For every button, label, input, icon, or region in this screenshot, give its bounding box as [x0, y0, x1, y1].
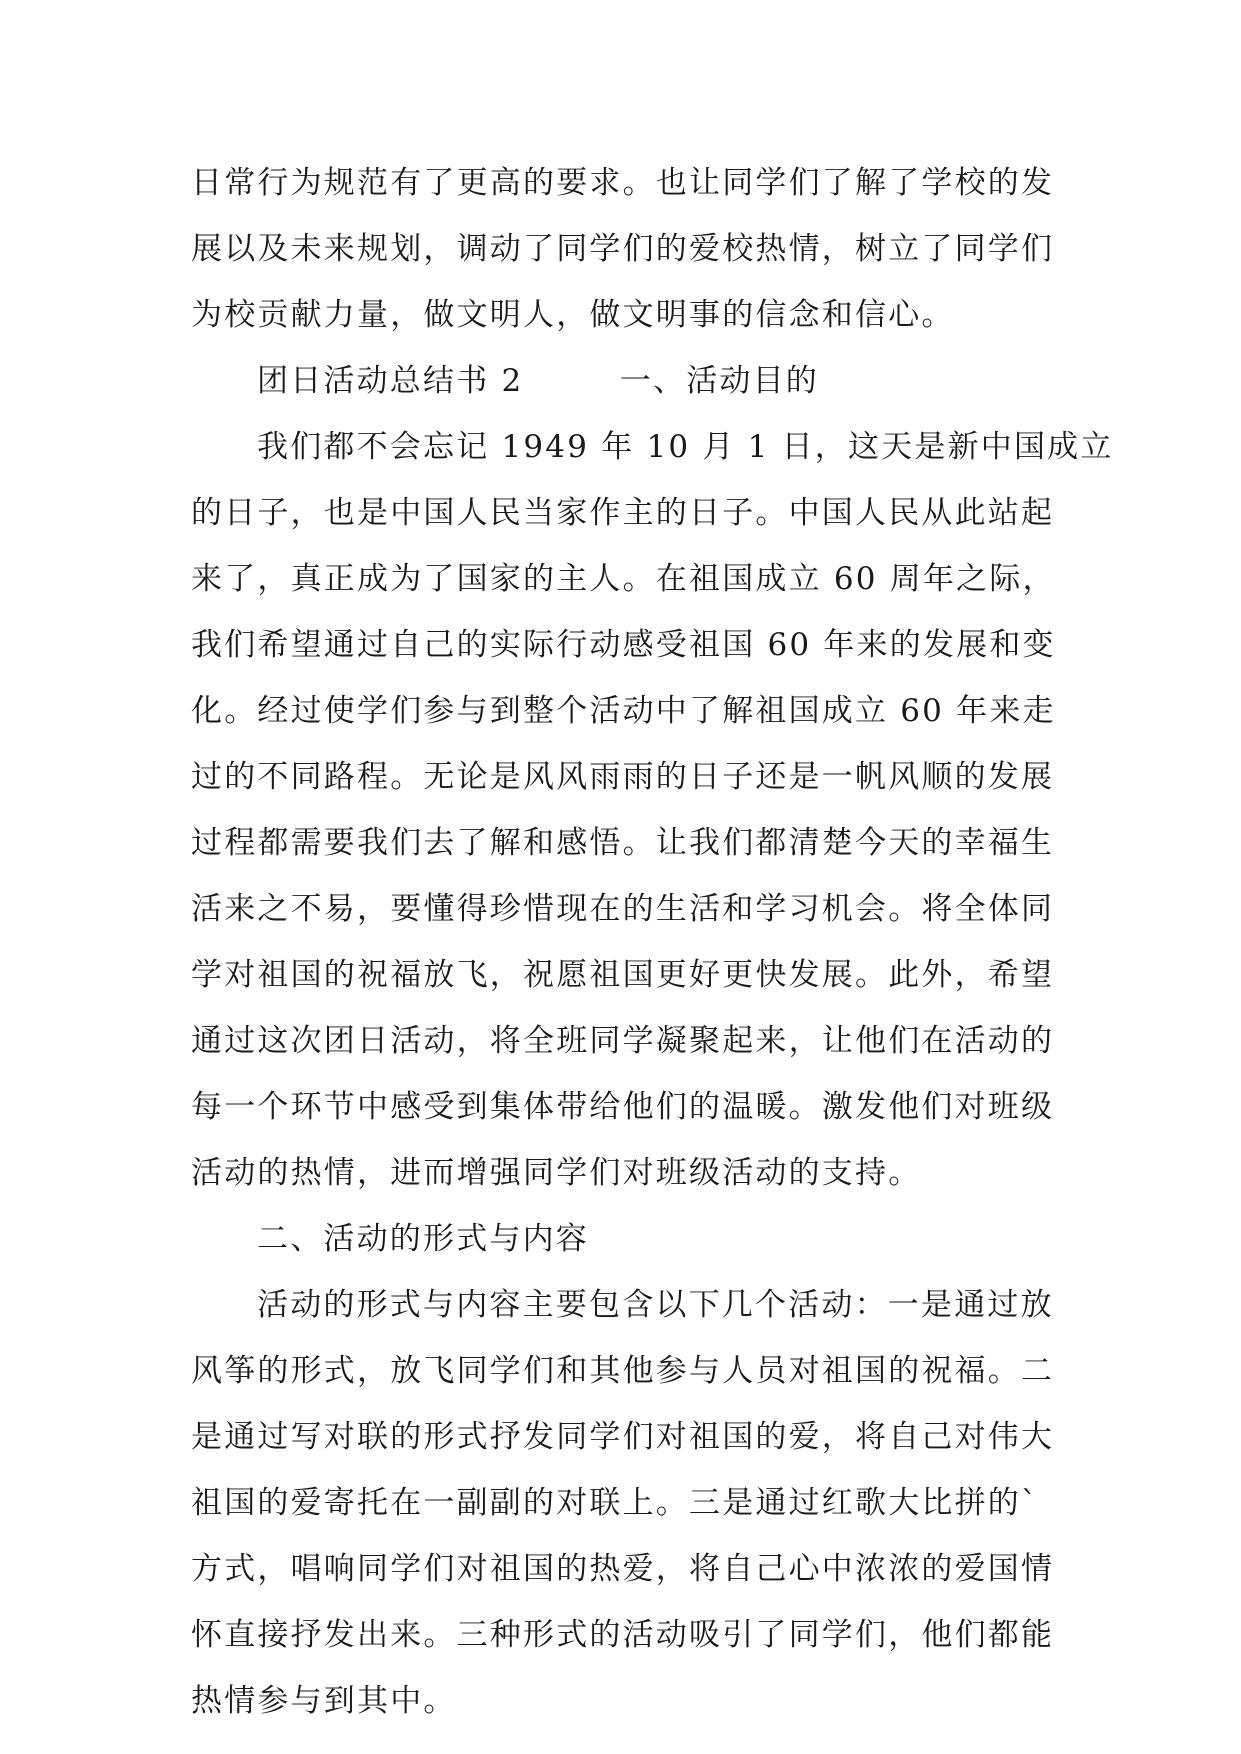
text-line: 每一个环节中感受到集体带给他们的温暖。激发他们对班级	[191, 1089, 1055, 1125]
text-line: 热情参与到其中。	[191, 1683, 457, 1719]
text-line: 怀直接抒发出来。三种形式的活动吸引了同学们，他们都能	[191, 1617, 1055, 1653]
text-line: 方式，唱响同学们对祖国的热爱，将自己心中浓浓的爱国情	[191, 1551, 1055, 1587]
document-body	[191, 150, 1114, 1734]
text-line: 展以及未来规划，调动了同学们的爱校热情，树立了同学们	[191, 231, 1055, 267]
text-line: 我们希望通过自己的实际行动感受祖国 60 年来的发展和变	[191, 627, 1056, 663]
text-line: 日常行为规范有了更高的要求。也让同学们了解了学校的发	[191, 165, 1055, 201]
text-line: 来了，真正成为了国家的主人。在祖国成立 60 周年之际，	[191, 561, 1056, 597]
text-line: 过的不同路程。无论是风风雨雨的日子还是一帆风顺的发展	[191, 759, 1055, 795]
text-line: 活动的形式与内容主要包含以下几个活动：一是通过放	[257, 1287, 1054, 1323]
text-line: 过程都需要我们去了解和感悟。让我们都清楚今天的幸福生	[191, 825, 1055, 861]
text-line: 为校贡献力量，做文明人，做文明事的信念和信心。	[191, 297, 955, 333]
text-line: 学对祖国的祝福放飞，祝愿祖国更好更快发展。此外，希望	[191, 957, 1055, 993]
text-line: 我们都不会忘记 1949 年 10 月 1 日，这天是新中国成立	[257, 429, 1114, 465]
text-line: 活动的热情，进而增强同学们对班级活动的支持。	[191, 1155, 922, 1191]
text-line: 祖国的爱寄托在一副副的对联上。三是通过红歌大比拼的`	[191, 1485, 1039, 1521]
text-line: 化。经过使学们参与到整个活动中了解祖国成立 60 年来走	[191, 693, 1056, 729]
text-line: 通过这次团日活动，将全班同学凝聚起来，让他们在活动的	[191, 1023, 1055, 1059]
text-line: 活来之不易，要懂得珍惜现在的生活和学习机会。将全体同	[191, 891, 1055, 927]
text-line: 二、活动的形式与内容	[257, 1221, 589, 1257]
text-line: 风筝的形式，放飞同学们和其他参与人员对祖国的祝福。二	[191, 1353, 1055, 1389]
text-line: 的日子，也是中国人民当家作主的日子。中国人民从此站起	[191, 495, 1055, 531]
text-line: 是通过写对联的形式抒发同学们对祖国的爱，将自己对伟大	[191, 1419, 1055, 1455]
text-line: 团日活动总结书 2 一、活动目的	[257, 363, 820, 399]
